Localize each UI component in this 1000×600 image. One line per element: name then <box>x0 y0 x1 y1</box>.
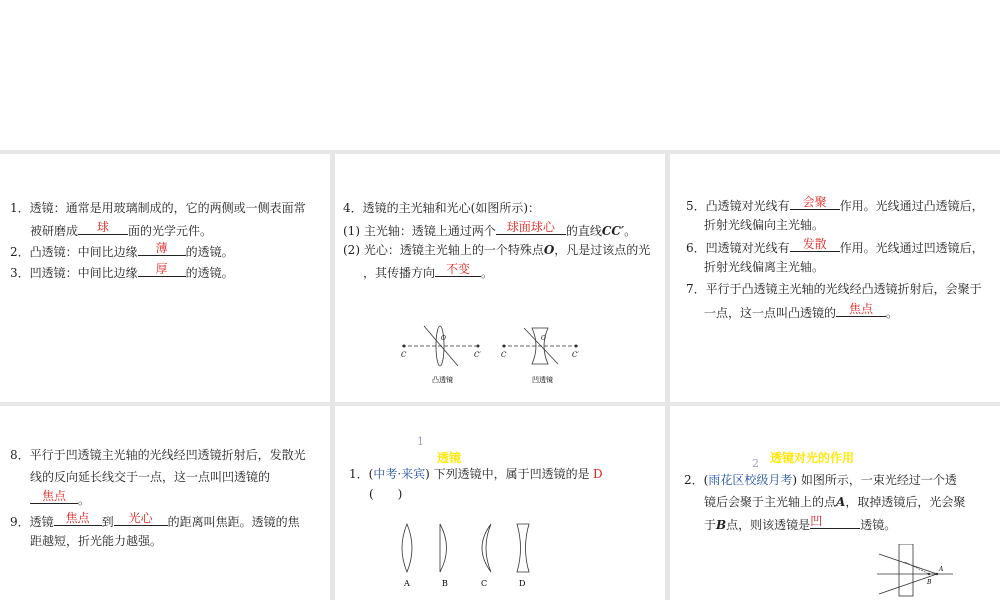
text: (2) 光心：透镜主光轴上的一个特殊点 <box>343 243 544 257</box>
text: ，取掉透镜后，光会聚 <box>845 495 966 509</box>
panel-focal-length <box>0 406 330 600</box>
panel-question-2 <box>670 406 1000 600</box>
question-2 <box>684 472 957 488</box>
panel-principal-axis <box>335 154 665 402</box>
item-9-cont: 距越短，折光能力越强。 <box>30 534 163 548</box>
lens-options-figure <box>393 520 543 590</box>
item-3 <box>10 263 234 281</box>
item-6-cont: 折射光线偏离主光轴。 <box>704 260 825 274</box>
panel-question-1 <box>335 406 665 600</box>
item-8-cont: 线的反向延长线交于一点，这一点叫凹透镜的 <box>30 470 271 484</box>
item-7: 7．平行于凸透镜主光轴的光线经凸透镜折射后，会聚于 <box>686 282 982 296</box>
section-heading: 透镜对光的作用 <box>770 451 855 465</box>
answer-blank <box>78 221 128 235</box>
answer-blank <box>810 515 860 529</box>
option-c-lens <box>482 524 491 572</box>
convex-label-o: O <box>441 335 446 342</box>
answer-text: 光心 <box>128 511 153 525</box>
text: ，其传播方向 <box>363 266 436 280</box>
answer-blank <box>836 303 886 317</box>
option-b-label: B <box>442 579 448 588</box>
answer-text: 焦点 <box>849 302 874 316</box>
text: 2．( <box>684 473 709 487</box>
answer-text: 薄 <box>155 241 168 255</box>
text: 面的光学元件。 <box>128 224 213 238</box>
text: 透镜。 <box>860 518 897 532</box>
item-1-line-1: 1．透镜：通常是用玻璃制成的，它的两侧或一侧表面常 <box>10 201 306 215</box>
text: 的透镜。 <box>185 266 234 280</box>
text: (1) 主光轴：透镜上通过两个 <box>343 224 496 238</box>
convex-label-c: C <box>401 351 407 359</box>
text: 的距离叫焦距。透镜的焦 <box>167 515 300 529</box>
answer-text: 发散 <box>802 237 827 251</box>
lens-axis-figure <box>400 324 600 384</box>
answer-text: 厚 <box>155 262 168 276</box>
answer-text: D <box>593 467 603 481</box>
item-5-cont: 折射光线偏向主光轴。 <box>704 218 825 232</box>
answer-text: 球 <box>97 220 110 234</box>
text: 镜后会聚于主光轴上的点 <box>704 495 837 509</box>
text: 。 <box>624 224 637 238</box>
text: 5．凸透镜对光线有 <box>686 199 790 213</box>
text: 。 <box>481 266 494 280</box>
text: 一点，这一点叫凸透镜的 <box>704 306 837 320</box>
label-a: A <box>939 566 944 573</box>
text: ，凡是过该点的光 <box>554 243 651 257</box>
text: 作用。光线通过凸透镜后， <box>839 199 984 213</box>
question-source: 雨花区校级月考 <box>708 473 793 487</box>
question-2-cont-2 <box>704 515 896 533</box>
option-b-lens <box>440 524 447 572</box>
question-1 <box>349 466 590 482</box>
answer-blank <box>30 490 78 504</box>
section-heading: 透镜 <box>437 451 462 465</box>
option-d-label: D <box>519 579 526 588</box>
answer-text: 球面球心 <box>506 220 555 234</box>
item-2 <box>10 242 234 260</box>
answer-blank <box>435 263 481 277</box>
ray-upper-b <box>905 562 929 574</box>
section-number: 2 <box>752 457 759 470</box>
convex-point-c2 <box>477 345 480 348</box>
question-source: 中考·来宾 <box>373 467 426 481</box>
item-4-1 <box>343 221 636 239</box>
text: 作用。光线通过凹透镜后， <box>839 241 984 255</box>
convex-point-c <box>403 345 406 348</box>
text: 9．透镜 <box>10 515 54 529</box>
answer-paren: ( ) <box>369 487 403 501</box>
text: CC′ <box>601 224 625 238</box>
option-c-label: C <box>481 579 488 588</box>
convex-label-c2: C′ <box>474 351 481 359</box>
answer-text: 不变 <box>446 262 471 276</box>
concave-label-o: O <box>541 335 546 342</box>
text: 3．凹透镜：中间比边缘 <box>10 266 138 280</box>
question-2-cont <box>704 494 965 510</box>
answer-blank <box>790 238 840 252</box>
item-4-title: 4．透镜的主光轴和光心(如图所示)： <box>343 201 540 215</box>
option-a-lens <box>402 524 412 572</box>
panel-lens-effect <box>670 154 1000 402</box>
item-4-2-cont <box>363 263 493 281</box>
label-b: B <box>927 579 932 586</box>
text: 到 <box>101 515 114 529</box>
convex-caption: 凸透镜 <box>432 376 453 384</box>
answer-blank <box>114 512 168 526</box>
item-5 <box>686 196 984 214</box>
answer-text: 会聚 <box>802 195 827 209</box>
answer-text: 焦点 <box>41 489 66 503</box>
text: 。 <box>886 306 899 320</box>
text: 的直线 <box>565 224 602 238</box>
text: ) 如图所示，一束光经过一个透 <box>792 473 957 487</box>
text: 点，则该透镜是 <box>726 518 811 532</box>
concave-label-c2: C′ <box>572 351 579 359</box>
answer-blank <box>54 512 102 526</box>
answer-blank <box>138 263 186 277</box>
answer-text: 焦点 <box>65 511 90 525</box>
concave-caption: 凹透镜 <box>532 376 553 384</box>
text: B <box>716 518 727 532</box>
item-7-cont <box>704 303 898 321</box>
answer-text: 凹 <box>810 514 823 528</box>
point-a <box>936 573 938 575</box>
item-8: 8．平行于凹透镜主光轴的光线经凹透镜折射后，发散光 <box>10 448 306 462</box>
text: ) 下列透镜中，属于凹透镜的是 <box>425 467 590 481</box>
text: O <box>543 243 555 257</box>
text: 于 <box>704 518 717 532</box>
item-9 <box>10 512 300 530</box>
text: 2．凸透镜：中间比边缘 <box>10 245 138 259</box>
panel-lens-definition <box>0 154 330 402</box>
text: A <box>836 495 846 509</box>
text: 被研磨成 <box>30 224 79 238</box>
concave-point-c2 <box>575 345 578 348</box>
text: 。 <box>78 493 91 507</box>
item-8-cont-2 <box>30 490 90 508</box>
option-d-lens <box>517 524 529 572</box>
point-b <box>928 573 930 575</box>
answer-blank <box>138 242 186 256</box>
item-6 <box>686 238 984 256</box>
converging-rays-figure <box>875 544 955 600</box>
answer-blank <box>496 221 566 235</box>
option-a-label: A <box>404 579 410 588</box>
concave-point-c <box>503 345 506 348</box>
answer-blank <box>790 196 840 210</box>
text: 1．( <box>349 467 374 481</box>
lens-box <box>899 544 913 596</box>
section-number: 1 <box>417 435 424 448</box>
item-4-2 <box>343 242 650 258</box>
ray-upper <box>879 554 937 574</box>
concave-label-c: C <box>501 351 507 359</box>
text: 6．凹透镜对光线有 <box>686 241 790 255</box>
item-1-line-2 <box>30 221 212 239</box>
text: 的透镜。 <box>185 245 234 259</box>
